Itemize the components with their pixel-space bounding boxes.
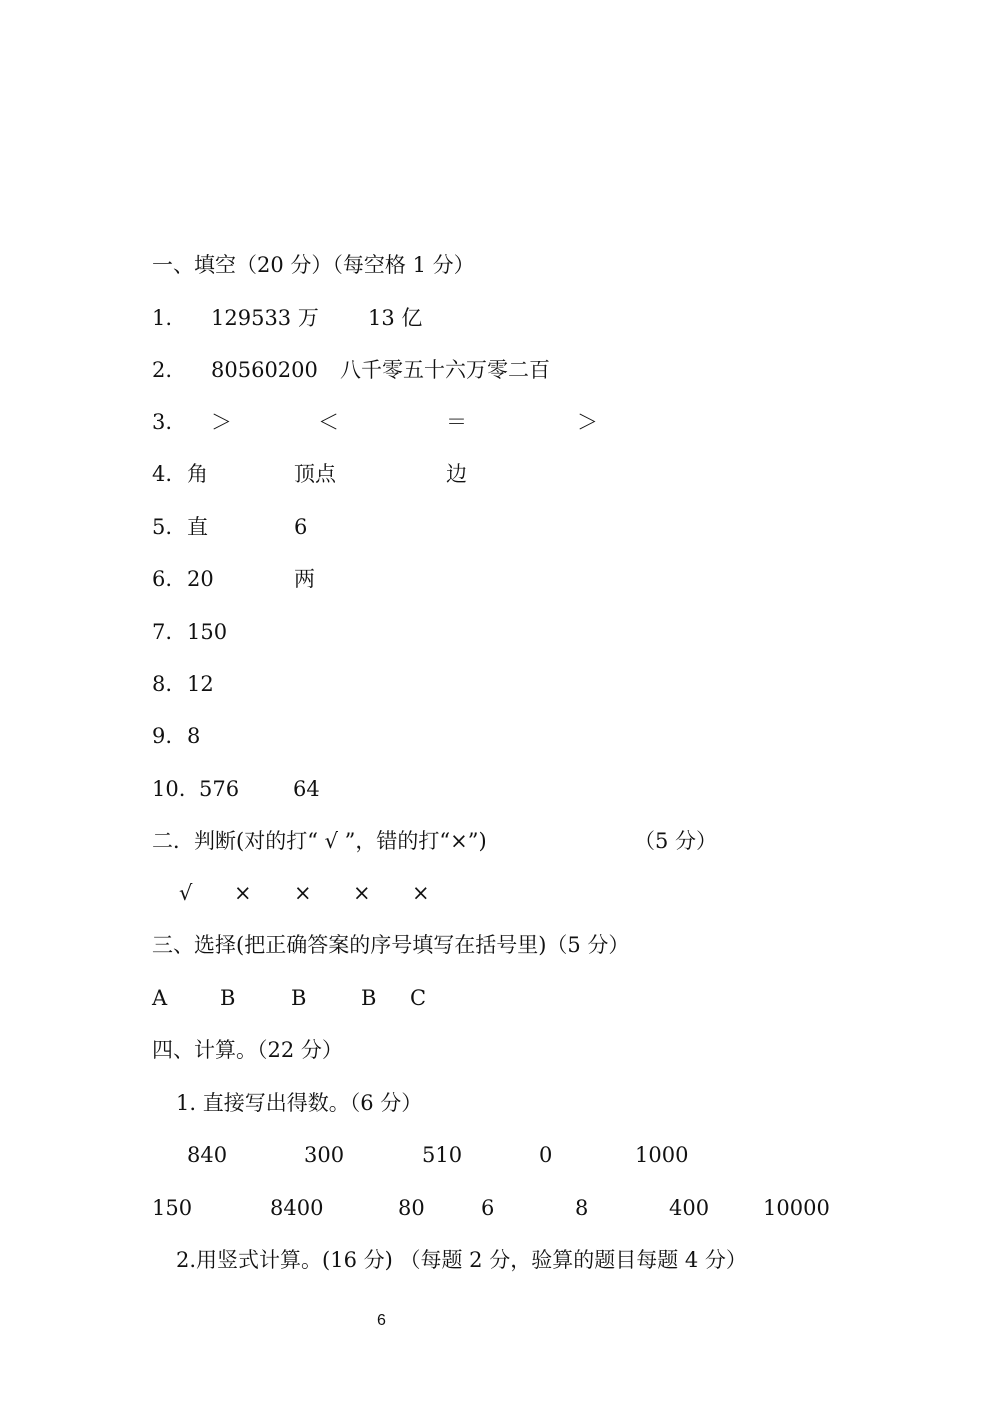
calc-answer: 150: [152, 1196, 193, 1220]
calc-answer: 1000: [635, 1143, 689, 1167]
row-number: 5.: [152, 515, 173, 539]
calc-answer: 400: [669, 1196, 710, 1220]
section-3-title: 三、选择(把正确答案的序号填写在括号里)（5 分）: [152, 933, 630, 957]
answer-cell: ＝: [446, 410, 467, 434]
answer-cell: 80560200: [211, 358, 318, 382]
answer-cell: 150: [187, 620, 228, 644]
row-number: 3.: [152, 410, 173, 434]
row-number: 2.: [152, 358, 173, 382]
answer-cell: 12: [187, 672, 214, 696]
section-4-title: 四、计算。（22 分）: [152, 1038, 343, 1062]
row-number: 7.: [152, 620, 173, 644]
judgement-answer: ×: [234, 881, 252, 905]
row-number: 10.: [152, 777, 186, 801]
calc-answer: 300: [304, 1143, 345, 1167]
answer-cell: 顶点: [294, 462, 336, 486]
answer-cell: 八千零五十六万零二百: [340, 358, 550, 382]
answer-cell: 576: [199, 777, 240, 801]
answer-cell: 两: [294, 567, 315, 591]
judgement-answer: ×: [412, 881, 430, 905]
section-2-score: （5 分）: [634, 829, 718, 853]
row-number: 1.: [152, 306, 173, 330]
judgement-answer: √: [179, 881, 193, 905]
answer-cell: 角: [187, 462, 208, 486]
row-number: 4.: [152, 462, 173, 486]
answer-cell: ＞: [577, 410, 598, 434]
calc-answer: 10000: [763, 1196, 830, 1220]
answer-cell: 129533 万: [211, 306, 319, 330]
row-number: 6.: [152, 567, 173, 591]
part-2-title: 2.用竖式计算。(16 分) （每题 2 分，验算的题目每题 4 分）: [176, 1248, 747, 1272]
calc-answer: 8400: [270, 1196, 324, 1220]
row-number: 8.: [152, 672, 173, 696]
answer-cell: ＞: [211, 410, 232, 434]
choice-answer: C: [410, 986, 427, 1010]
calc-answer: 0: [539, 1143, 553, 1167]
answer-cell: 13 亿: [368, 306, 423, 330]
choice-answer: A: [152, 986, 168, 1010]
part-1-title: 1. 直接写出得数。（6 分）: [176, 1091, 423, 1115]
answer-cell: 8: [187, 724, 201, 748]
section-1-title: 一、填空（20 分）（每空格 1 分）: [152, 253, 475, 277]
calc-answer: 8: [575, 1196, 589, 1220]
choice-answer: B: [291, 986, 307, 1010]
answer-cell: 6: [294, 515, 308, 539]
judgement-answer: ×: [294, 881, 312, 905]
judgement-answer: ×: [353, 881, 371, 905]
answer-cell: ＜: [318, 410, 339, 434]
calc-answer: 6: [481, 1196, 495, 1220]
choice-answer: B: [361, 986, 377, 1010]
answer-cell: 直: [187, 515, 208, 539]
section-2-title: 二．判断(对的打“ √ ”，错的打“×”): [152, 829, 487, 853]
calc-answer: 840: [187, 1143, 228, 1167]
page-number: 6: [377, 1312, 386, 1329]
calc-answer: 80: [398, 1196, 425, 1220]
answer-cell: 64: [293, 777, 320, 801]
calc-answer: 510: [422, 1143, 463, 1167]
answer-cell: 边: [446, 462, 467, 486]
row-number: 9.: [152, 724, 173, 748]
choice-answer: B: [220, 986, 236, 1010]
answer-cell: 20: [187, 567, 214, 591]
